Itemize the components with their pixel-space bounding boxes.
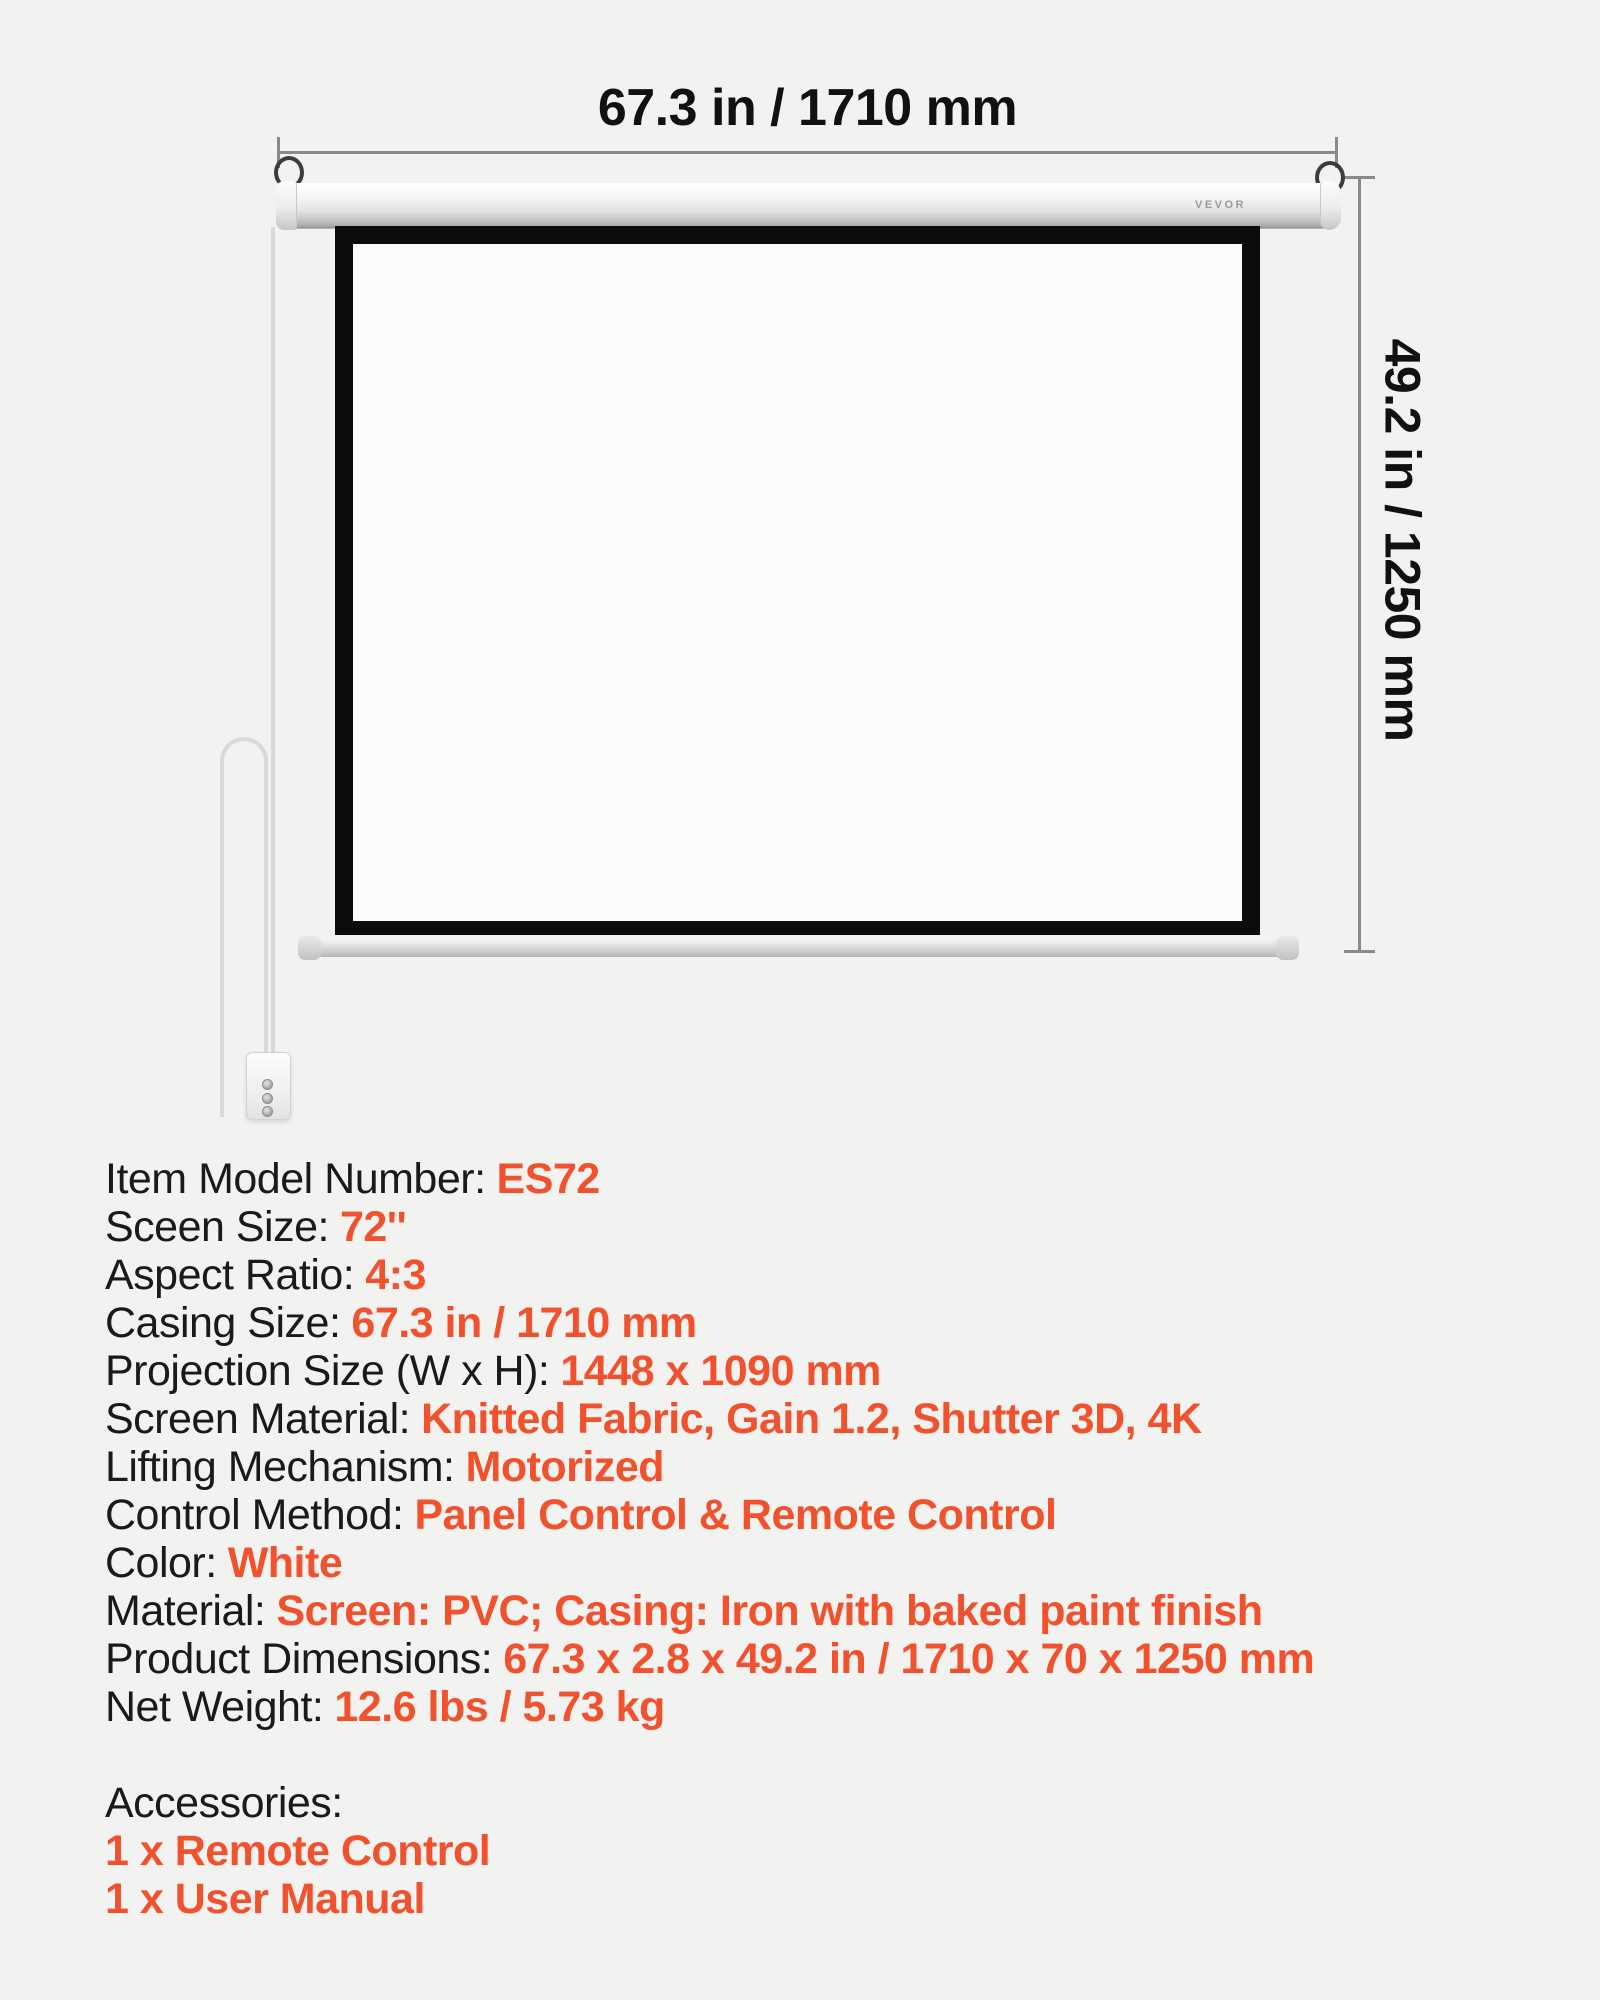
control-wire: [271, 227, 275, 1054]
spec-value: Panel Control & Remote Control: [414, 1491, 1057, 1539]
control-wire-loop: [220, 737, 268, 1056]
dimension-tick-icon: [1344, 950, 1375, 953]
spec-label: Product Dimensions:: [105, 1635, 493, 1683]
spec-label: Casing Size:: [105, 1299, 341, 1347]
screen-casing: [277, 183, 1338, 228]
height-dimension-label: 49.2 in / 1250 mm: [1374, 338, 1431, 742]
control-wire-tail: [220, 1052, 224, 1117]
spec-row: [105, 1347, 1545, 1395]
accessory-item: 1 x Remote Control: [105, 1827, 491, 1875]
spec-row: [105, 1683, 1545, 1731]
spec-value: 67.3 x 2.8 x 49.2 in / 1710 x 70 x 1250 mm: [503, 1635, 1315, 1683]
bottom-weight-bar: [300, 939, 1296, 957]
spec-value: Knitted Fabric, Gain 1.2, Shutter 3D, 4K: [421, 1395, 1202, 1443]
brand-logo: VEVOR: [1194, 199, 1246, 211]
spec-label: Net Weight:: [105, 1683, 324, 1731]
spec-row: [105, 1587, 1545, 1635]
spec-label: Lifting Mechanism:: [105, 1443, 455, 1491]
spec-label: Color:: [105, 1539, 217, 1587]
spec-label: Projection Size (W x H):: [105, 1347, 550, 1395]
spec-row: [105, 1491, 1545, 1539]
screen-black-frame: [335, 226, 1260, 935]
spec-value: 4:3: [365, 1251, 426, 1299]
bar-endcap-right: [1276, 936, 1299, 960]
control-button-up-icon: [262, 1079, 273, 1090]
wired-control-panel: [246, 1052, 291, 1120]
spec-label: Control Method:: [105, 1491, 404, 1539]
spec-list: [105, 1155, 1545, 1923]
spec-label: Item Model Number:: [105, 1155, 486, 1203]
accessory-item: 1 x User Manual: [105, 1875, 425, 1923]
spec-row: [105, 1155, 1545, 1203]
spec-label: Material:: [105, 1587, 266, 1635]
spec-value: Screen: PVC; Casing: Iron with baked paint finish: [276, 1587, 1263, 1635]
control-button-down-icon: [262, 1106, 273, 1117]
spec-value: ES72: [496, 1155, 600, 1203]
accessory-rows: [105, 1827, 1545, 1923]
spec-label: Sceen Size:: [105, 1203, 329, 1251]
spec-value: 72'': [339, 1203, 407, 1251]
spec-label: Aspect Ratio:: [105, 1251, 355, 1299]
spec-row: [105, 1395, 1545, 1443]
spec-row: [105, 1251, 1545, 1299]
height-dimension-label-wrap: [1352, 160, 1452, 920]
projection-surface: [353, 244, 1242, 921]
casing-endcap-right: [1320, 181, 1341, 230]
spec-row: [105, 1203, 1545, 1251]
spec-row: [105, 1635, 1545, 1683]
spec-value: 1448 x 1090 mm: [560, 1347, 881, 1395]
spec-value: White: [227, 1539, 343, 1587]
width-dimension-line: [277, 151, 1338, 154]
spec-value: 67.3 in / 1710 mm: [351, 1299, 697, 1347]
casing-endcap-left: [276, 181, 297, 230]
width-dimension-label: 67.3 in / 1710 mm: [597, 79, 1018, 137]
spec-label: Screen Material:: [105, 1395, 411, 1443]
accessories-title: Accessories:: [105, 1779, 343, 1827]
spec-row: [105, 1299, 1545, 1347]
spec-rows: [105, 1155, 1545, 1731]
bar-endcap-left: [298, 936, 321, 960]
spec-row: [105, 1443, 1545, 1491]
spec-value: 12.6 lbs / 5.73 kg: [334, 1683, 665, 1731]
spec-value: Motorized: [465, 1443, 665, 1491]
control-button-stop-icon: [262, 1093, 273, 1104]
spec-row: [105, 1539, 1545, 1587]
